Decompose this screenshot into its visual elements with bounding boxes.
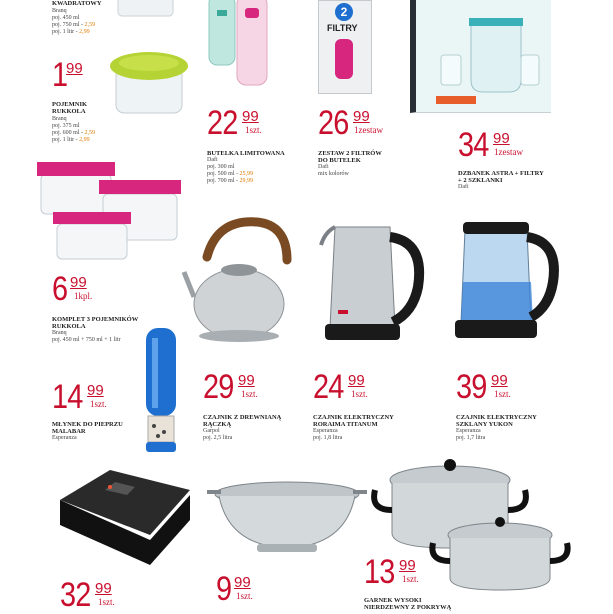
steel-electric-kettle-image [320, 212, 430, 342]
price-tag: 9 99 1szt. [216, 570, 253, 608]
product-name: DZBANEK ASTRA + FILTRY + 2 SZKLANKI [458, 170, 544, 184]
product-name: CZAJNIK Z DREWNIANĄ RĄCZKĄ [203, 414, 282, 428]
price-tag: 14 99 1szt. [52, 378, 107, 416]
price-tag: 13 99 1szt. [364, 553, 419, 591]
product-name: POJEMNIK RUKKOLA [52, 101, 88, 115]
product-name: MŁYNEK DO PIEPRZU MALABAR [52, 421, 123, 435]
product-name: BUTELKA LIMITOWANA [207, 150, 285, 157]
filter-box-number: 2 [335, 3, 353, 21]
price-tag: 24 99 1szt. [313, 368, 368, 406]
product-name: ZESTAW 2 FILTRÓW DO BUTELEK [318, 150, 382, 164]
product-details: Esperanza [52, 435, 77, 441]
product-name: CZAJNIK ELEKTRYCZNY RORAIMA TITANUM [313, 414, 394, 428]
colander-image [207, 480, 367, 560]
product-name: CZAJNIK ELEKTRYCZNY SZKLANY YUKON [456, 414, 537, 428]
product-name: KWADRATOWY [52, 0, 102, 7]
price-tag: 34 99 1zestaw [458, 126, 523, 164]
pitcher-box-image [410, 0, 551, 113]
product-details: Dafi [458, 184, 469, 190]
product-details: Branq poj. 450 ml poj. 750 ml - 2,59 poj. 1 litr - 2,99 [52, 8, 95, 35]
product-name: KOMPLET 3 POJEMNIKÓW RUKKOLA [52, 316, 139, 330]
price-tag: 29 99 1szt. [203, 368, 258, 406]
price-tag: 26 99 1zestaw [318, 104, 383, 142]
filter-box-image [318, 0, 372, 94]
container-lime-lid-image [110, 50, 190, 120]
product-name: GARNEK WYSOKI NIERDZEWNY Z POKRYWĄ [364, 597, 452, 611]
product-details: Dafi mix kolorów [318, 164, 349, 177]
square-container-image [118, 0, 178, 18]
pepper-mill-image [142, 328, 182, 458]
glass-kettle-image [447, 212, 562, 342]
price-tag: 6 99 1kpl. [52, 270, 93, 308]
price-tag: 1 99 [52, 56, 83, 94]
product-details: Dafi poj. 300 ml poj. 500 ml - 25,99 poj. 700 ml - 29,99 [207, 157, 253, 184]
price-tag: 22 99 1szt. [207, 104, 262, 142]
product-details: Branq poj. 375 ml poj. 600 ml - 2,59 poj. 1 litr - 2,99 [52, 116, 95, 143]
product-details: Garpol poj. 2,5 litra [203, 428, 233, 441]
sandwich-maker-image [50, 465, 195, 565]
pink-containers-image [37, 152, 182, 262]
product-details: Esperanza poj. 1,8 litra [313, 428, 343, 441]
filter-box-label: FILTRY [327, 23, 358, 33]
bottles-image [205, 0, 275, 95]
price-tag: 39 99 1szt. [456, 368, 511, 406]
price-tag: 32 99 1szt. [60, 576, 115, 614]
product-details: Esperanza poj. 1,7 litra [456, 428, 486, 441]
kettle-wood-handle-image [182, 212, 297, 342]
product-details: Branq poj. 450 ml + 750 ml + 1 litr [52, 330, 121, 343]
